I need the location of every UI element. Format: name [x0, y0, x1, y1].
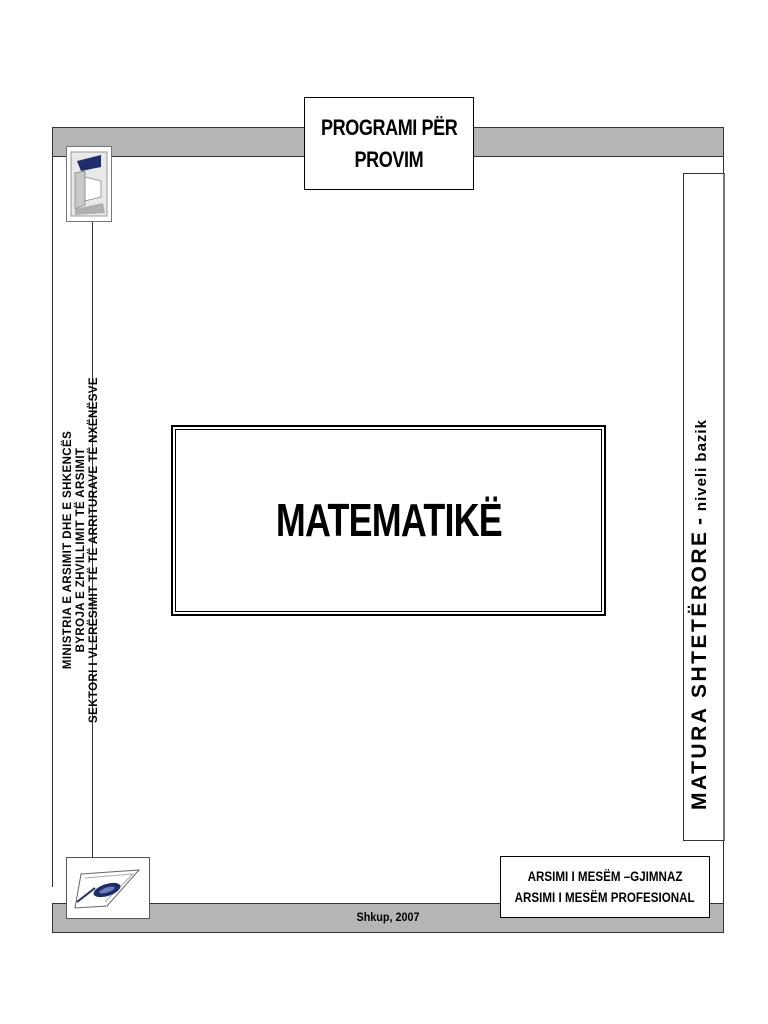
program-title-line1: PROGRAMI PËR [320, 114, 458, 140]
sector-line: SEKTORI I VLERËSIMIT TË TË ARRITURAVE TË NXËNËSVE [88, 377, 100, 723]
ministry-vertical-text [62, 290, 112, 810]
footer-place-date-wrap [300, 910, 476, 924]
subject-title: MATEMATIKË [275, 494, 502, 546]
subject-title-wrap [171, 490, 606, 550]
level-label: niveli bazik [693, 419, 710, 512]
school-type-line2: ARSIMI I MESËM PROFESIONAL [515, 890, 695, 905]
program-title-box [304, 97, 474, 190]
bureau-line: BYROJA E ZHVILLIMIT TË ARSIMIT [75, 447, 87, 653]
matura-separator: - [688, 515, 711, 526]
footer-place-date: Shkup, 2007 [356, 910, 420, 924]
school-type-line1: ARSIMI I MESËM –GJIMNAZ [527, 869, 683, 884]
matura-label: MATURA SHTETËRORE [688, 529, 711, 810]
school-type-box [500, 856, 710, 918]
ministry-logo-icon [66, 146, 112, 222]
bureau-logo-icon [66, 857, 150, 919]
program-title-line2: PROVIM [354, 146, 424, 172]
matura-vertical-text [688, 250, 720, 810]
ministry-line: MINISTRIA E ARSIMIT DHE E SHKENCËS [62, 430, 74, 670]
